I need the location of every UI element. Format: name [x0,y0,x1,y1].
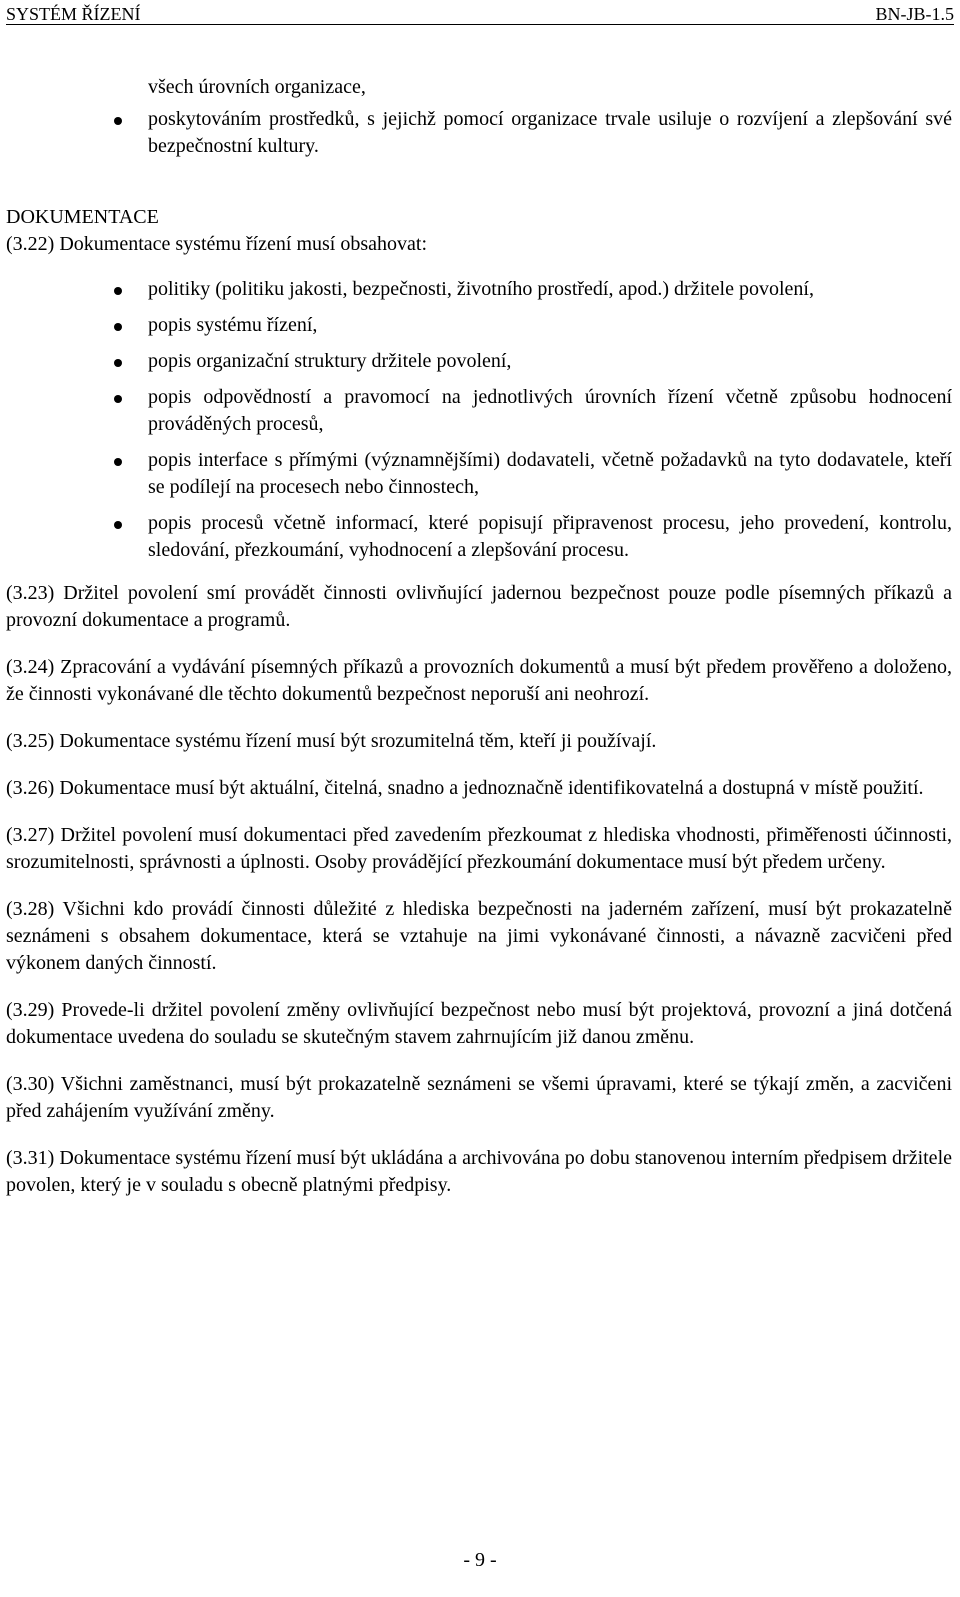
header-title: SYSTÉM ŘÍZENÍ [6,4,141,24]
list-item: popis interface s přímými (významnějšími) dodavateli, včetně požadavků na tyto dodavatele, kteří se podílejí na procesech nebo činnostech, [6,447,952,501]
section-heading: DOKUMENTACE [6,206,159,228]
bullet-icon [114,395,122,403]
paragraph-3-24: (3.24) Zpracování a vydávání písemných příkazů a provozních dokumentů a musí být předem prověřeno a doloženo, že činnosti vykonávané dle těchto dokumentů bezpečnost neporuší ani neohrozí. [6,656,952,705]
list-item: popis procesů včetně informací, které popisují připravenost procesu, jeho provedení, kontrolu, sledování, přezkoumání, vyhodnocení a zlepšování procesu. [6,510,952,564]
list-item: všech úrovních organizace, [148,76,366,98]
paragraph-3-23: (3.23) Držitel povolení smí provádět činnosti ovlivňující jadernou bezpečnost pouze podle písemných příkazů a provozní dokumentace a programů. [6,582,952,631]
paragraph-3-25: (3.25) Dokumentace systému řízení musí být srozumitelná těm, kteří ji používají. [6,730,657,752]
bullet-icon [114,521,122,529]
list-item: poskytováním prostředků, s jejichž pomocí organizace trvale usiluje o rozvíjení a zlepšování své bezpečnostní kultury. [6,106,952,160]
page-number: - 9 - [463,1549,497,1571]
paragraph-3-30: (3.30) Všichni zaměstnanci, musí být prokazatelně seznámeni se všemi úpravami, které se týkají změn, a zacvičeni před zahájením využívání změny. [6,1073,952,1122]
paragraph-3-29: (3.29) Provede-li držitel povolení změny ovlivňující bezpečnost nebo musí být projektová, provozní a jiná dotčená dokumentace uvedena do souladu se skutečným stavem zahrnujícím již danou změnu. [6,999,952,1048]
paragraph-3-22: (3.22) Dokumentace systému řízení musí obsahovat: [6,233,428,255]
paragraph-3-31: (3.31) Dokumentace systému řízení musí být ukládána a archivována po dobu stanovenou interním předpisem držitele povolen, který je v souladu s obecně platnými předpisy. [6,1147,952,1196]
bullet-icon [114,323,122,331]
bullet-icon [114,458,122,466]
paragraph-3-27: (3.27) Držitel povolení musí dokumentaci před zavedením přezkoumat z hlediska vhodnosti, přiměřenosti účinnosti, srozumitelnosti, správnosti a úplnosti. Osoby provádějící přezkoumání dokumentace musí být předem určeny. [6,824,952,873]
header-doc-code: BN-JB-1.5 [875,4,954,24]
top-bullet-list [6,74,952,160]
list-item: politiky (politiku jakosti, bezpečnosti, životního prostředí, apod.) držitele povolení, [6,276,952,303]
document-body [6,74,952,1199]
bullet-icon [114,117,122,125]
paragraph-3-26: (3.26) Dokumentace musí být aktuální, čitelná, snadno a jednoznačně identifikovatelná a dostupná v místě použití. [6,777,924,799]
list-item: popis organizační struktury držitele povolení, [6,348,952,375]
page-header [6,0,954,25]
list-item: popis odpovědností a pravomocí na jednotlivých úrovních řízení včetně způsobu hodnocení prováděných procesů, [6,384,952,438]
list-item: popis systému řízení, [6,312,952,339]
bullet-icon [114,359,122,367]
paragraph-3-28: (3.28) Všichni kdo provádí činnosti důležité z hlediska bezpečnosti na jaderném zařízení, musí být prokazatelně seznámeni s obsahem dokumentace, která se vztahuje na jimi vykonávané činnosti, a návazně zacvičeni před výkonem daných činností. [6,898,952,974]
bullet-icon [114,287,122,295]
documentation-bullet-list [6,276,952,564]
